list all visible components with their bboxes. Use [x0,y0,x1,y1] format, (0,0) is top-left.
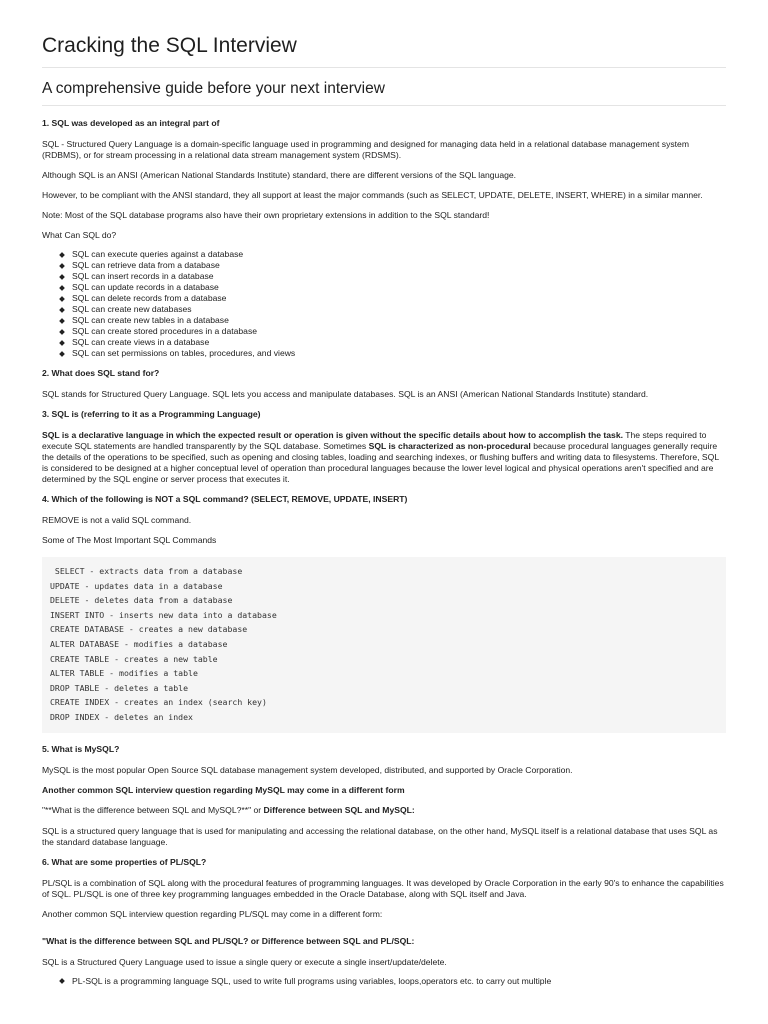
section-4-paragraph-2: Some of The Most Important SQL Commands [42,535,217,545]
sql-capabilities-list [42,249,726,359]
list-item: SQL can delete records from a database [72,293,726,304]
section-1-paragraph-5: What Can SQL do? [42,230,117,240]
page-subtitle: A comprehensive guide before your next interview [42,68,726,106]
code-line: SELECT - extracts data from a database [50,566,243,576]
section-6-heading: 6. What are some properties of PL/SQL? [42,856,207,867]
section-2-paragraph-1: SQL stands for Structured Query Language. SQL lets you access and manipulate databases. SQL is an ANSI (American National Standards Institute) standard. [42,389,649,399]
section-3-heading: 3. SQL is (referring to it as a Programming Language) [42,409,261,419]
section-1-paragraph-2: Although SQL is an ANSI (American National Standards Institute) standard, there are different versions of the SQL language. [42,170,517,180]
code-line: CREATE DATABASE - creates a new database [50,624,248,635]
section-1-paragraph-1: SQL - Structured Query Language is a domain-specific language used in programming and designed for managing data held in a relational database management system (RDBMS), or for stream processing in a relational data stream management system (RDSMS). [42,139,689,160]
list-item: SQL can create new tables in a database [72,315,726,326]
code-line: CREATE TABLE - creates a new table [50,653,218,664]
section-4-heading: 4. Which of the following is NOT a SQL command? (SELECT, REMOVE, UPDATE, INSERT) [42,494,408,504]
code-line: ALTER TABLE - modifies a table [50,668,198,679]
declarative-statement: SQL is a declarative language in which the expected result or operation is given without the specific details about how to accomplish the task. [42,430,624,440]
section-5-question [42,805,726,816]
section-6-paragraph-1: PL/SQL is a combination of SQL along with the procedural features of programming languages. It was developed by Oracle Corporation in the early 90's to enhance the capabilities of SQL. PL/SQL is one of three key programming languages embedded in the Oracle Database, along with SQL itself and Java. [42,877,724,899]
section-6-paragraph-4: SQL is a Structured Query Language used to issue a single query or execute a single insert/update/delete. [42,956,447,967]
section-3-paragraph-1 [42,430,726,485]
section-3-text-1: The steps required to execute SQL statements are handled transparently by the SQL database. Sometimes [42,430,707,451]
code-line: DROP TABLE - deletes a table [50,682,189,693]
list-item: SQL can set permissions on tables, procedures, and views [72,348,726,359]
section-4-paragraph-1: REMOVE is not a valid SQL command. [42,515,192,525]
section-6-paragraph-3: "What is the difference between SQL and PL/SQL? or Difference between SQL and PL/SQL: [42,935,415,946]
code-line: DROP INDEX - deletes an index [50,711,193,722]
sql-commands-code-block [42,557,726,733]
section-1-paragraph-3: However, to be compliant with the ANSI standard, they all support at least the major commands (such as SELECT, UPDATE, DELETE, INSERT, WHERE) in a similar manner. [42,190,703,200]
section-5-paragraph-3: SQL is a structured query language that is used for manipulating and accessing the relational database, on the other hand, MySQL itself is a relational database that uses SQL as the standard database language. [42,825,718,847]
list-item: PL-SQL is a programming language SQL, used to write full programs using variables, loops,operators etc. to carry out multiple [72,976,726,987]
list-item: SQL can insert records in a database [72,271,726,282]
list-item: SQL can update records in a database [72,282,726,293]
code-line: DELETE - deletes data from a database [50,595,233,606]
list-item: SQL can create views in a database [72,337,726,348]
list-item: SQL can create new databases [72,304,726,315]
section-5-question-prefix: "**What is the difference between SQL and MySQL?**" or [42,804,264,815]
section-5-question-bold: Difference between SQL and MySQL: [263,804,415,815]
section-1-paragraph-4: Note: Most of the SQL database programs also have their own proprietary extensions in addition to the SQL standard! [42,210,490,220]
section-1-heading: 1. SQL was developed as an integral part of [42,118,220,128]
section-3-text-2: because procedural languages generally require the details of the operations to be specified, such as opening and closing tables, loading and searching indexes, or flushing buffers and writing data to filesystems. Therefore, SQL is considered to be designed at a higher conceptual level of operation than procedural languages because the lower level logical and physical operations aren't specified and are determined by the SQL engine or server process that executes it. [42,441,719,484]
code-line: ALTER DATABASE - modifies a database [50,638,228,649]
plsql-list [42,976,726,987]
list-item: SQL can retrieve data from a database [72,260,726,271]
section-5-paragraph-2: Another common SQL interview question regarding MySQL may come in a different form [42,784,405,795]
code-line: INSERT INTO - inserts new data into a database [50,609,277,620]
section-5-paragraph-1: MySQL is the most popular Open Source SQL database management system developed, distributed, and supported by Oracle Corporation. [42,764,573,775]
code-line: CREATE INDEX - creates an index (search key) [50,697,267,708]
section-5-heading: 5. What is MySQL? [42,743,120,754]
list-item: SQL can create stored procedures in a database [72,326,726,337]
code-line: UPDATE - updates data in a database [50,580,223,591]
section-6-paragraph-2: Another common SQL interview question regarding PL/SQL may come in a different form: [42,908,383,919]
non-procedural-statement: SQL is characterized as non-procedural [368,441,531,451]
page-title: Cracking the SQL Interview [42,0,726,68]
list-item: SQL can execute queries against a database [72,249,726,260]
section-2-heading: 2. What does SQL stand for? [42,368,160,378]
